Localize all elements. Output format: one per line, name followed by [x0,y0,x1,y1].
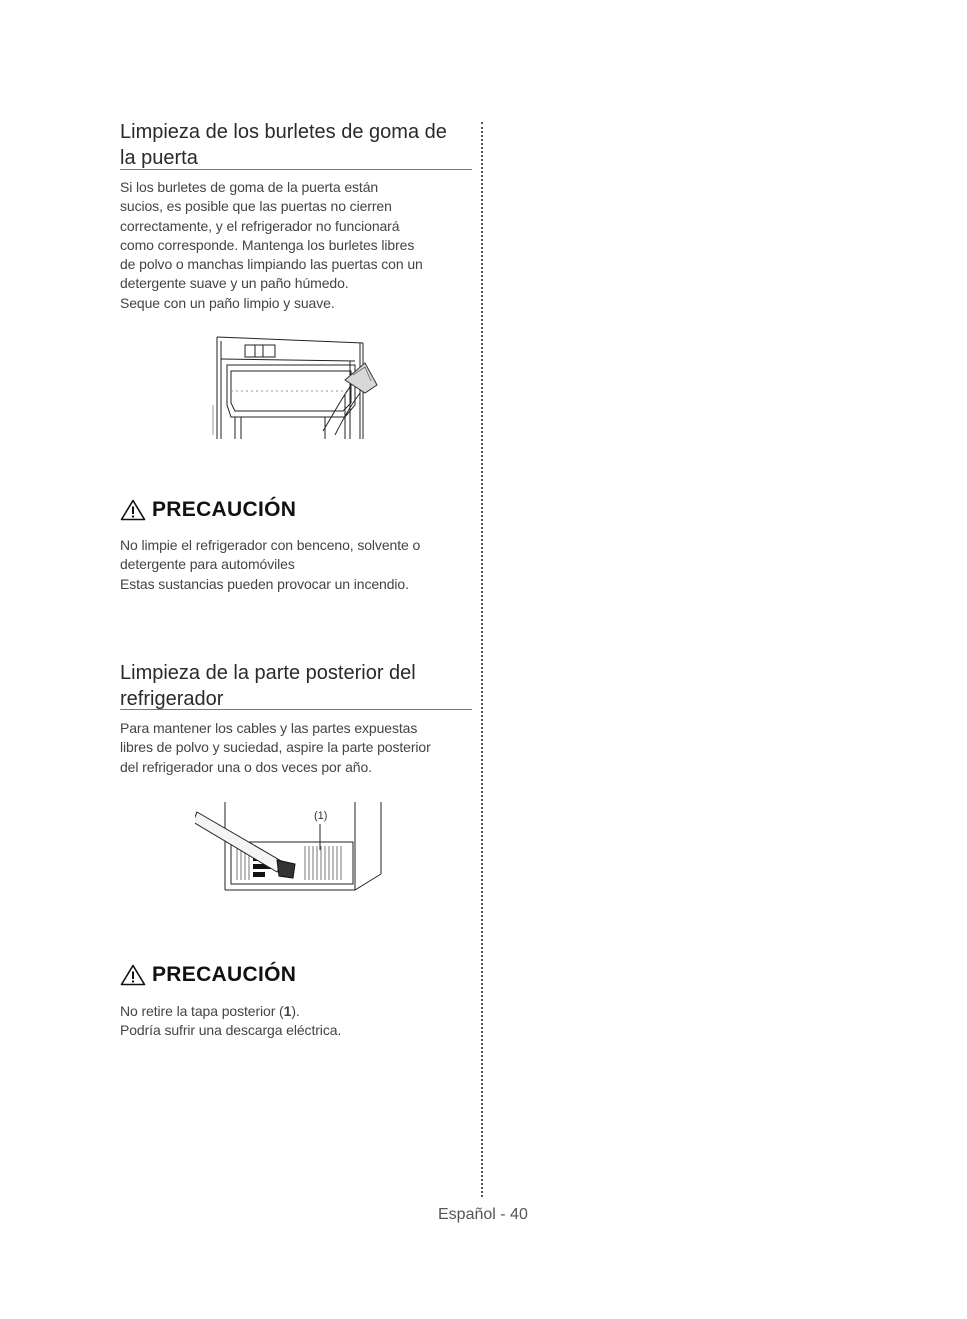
caution-title: PRECAUCIÓN [152,498,297,521]
body-line: sucios, es posible que las puertas no cierren [120,198,392,215]
heading-line: refrigerador [120,688,224,710]
section-body-door-gaskets [120,178,476,313]
page-number: Español - 40 [438,1206,528,1223]
caution-line: Estas sustancias pueden provocar un incendio. [120,575,409,592]
heading-line: Limpieza de los burletes de goma de [120,121,447,143]
body-line: de polvo o manchas limpiando las puertas con un [120,256,423,273]
callout-label: (1) [314,810,328,822]
caution-body [120,1002,476,1041]
heading-line: la puerta [120,147,198,169]
body-line: libres de polvo y suciedad, aspire la parte posterior [120,739,431,756]
body-line: detergente suave y un paño húmedo. [120,275,349,292]
caution-heading [120,963,296,987]
caution-line: detergente para automóviles [120,556,295,573]
rear-vacuum-illustration [195,800,390,895]
body-line: Si los burletes de goma de la puerta están [120,179,379,195]
caution-title: PRECAUCIÓN [152,963,297,986]
section-heading-door-gaskets [120,119,472,171]
body-line: correctamente, y el refrigerador no funcionará [120,217,400,234]
body-line: del refrigerador una o dos veces por año. [120,758,372,775]
warning-triangle-icon [120,499,146,521]
caution-line: No limpie el refrigerador con benceno, solvente o [120,537,421,553]
caution-line [120,1002,476,1021]
heading-underline [120,169,472,170]
heading-line: Limpieza de la parte posterior del [120,662,416,684]
body-line: como corresponde. Mantenga los burletes libres [120,236,415,253]
caution-line: Podría sufrir una descarga eléctrica. [120,1022,342,1039]
section-body-rear-cleaning [120,719,476,777]
callout-number: 1 [283,1003,292,1019]
body-line: Seque con un paño limpio y suave. [120,294,335,311]
section-heading-rear-cleaning [120,660,472,712]
caution-text: No retire la tapa posterior ( [120,1003,284,1019]
caution-body [120,536,476,594]
warning-triangle-icon [120,964,146,986]
door-gasket-cleaning-illustration [205,335,380,440]
caution-text: ). [291,1003,300,1019]
heading-underline [120,709,472,710]
body-line: Para mantener los cables y las partes expuestas [120,720,418,736]
column-divider [481,122,483,1197]
caution-heading [120,498,296,522]
